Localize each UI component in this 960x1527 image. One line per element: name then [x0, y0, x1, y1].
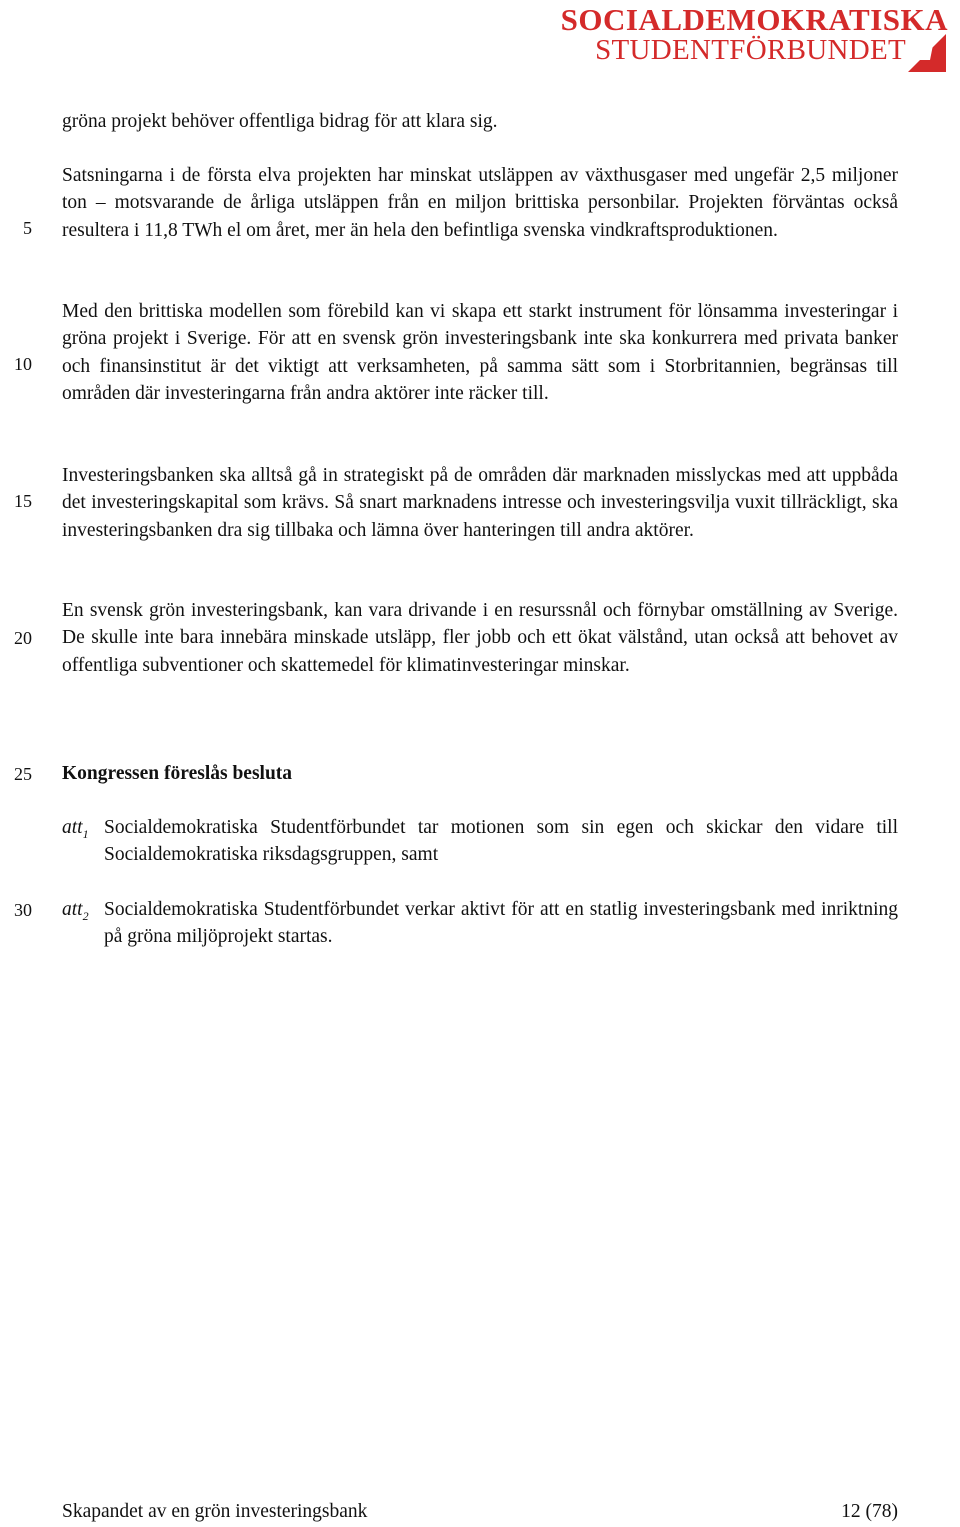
att-clause: Socialdemokratiska Studentförbundet tar motionen som sin egen och skickar den vidare till Socialdemokratiska riksdagsgruppen, samt [104, 817, 898, 866]
line-number: 5 [23, 218, 32, 238]
page-number: 12 (78) [841, 1501, 898, 1522]
paragraph: Med den brittiska modellen som förebild kan vi skapa ett starkt instrument för lönsamma investeringar i gröna projekt i Sverige. För att en svensk grön investeringsbank inte ska konkurrera med privata banker och finansinstitut är det viktigt att verksamheten, på samma sätt som i Storbritannien, begränsas till områden där investeringarna från andra aktörer inte räcker till. [62, 301, 898, 404]
paragraph: Satsningarna i de första elva projekten har minskat utsläppen av växthusgaser med ungefär 2,5 miljoner ton – motsvarande de årliga utsläppen från en miljon brittiska personbilar. Projekten förväntas också resultera i 11,8 TWh el om året, mer än hela den befintliga svenska vindkraftsproduktionen. [62, 165, 898, 241]
line-number: 25 [14, 764, 32, 784]
organization-logo [516, 2, 956, 76]
paragraph: gröna projekt behöver offentliga bidrag för att klara sig. [62, 111, 498, 132]
red-triangle-logo-icon [904, 30, 950, 76]
att-label: att$_2$ [62, 899, 89, 923]
line-number: 20 [14, 628, 32, 648]
att-label: att$_1$ [62, 817, 89, 841]
line-number: 10 [14, 354, 32, 374]
logo-text-line1: SOCIALDEMOKRATISKA [560, 2, 948, 37]
paragraph: En svensk grön investeringsbank, kan vara drivande i en resurssnål och förnybar omställning av Sverige. De skulle inte bara innebära minskade utsläpp, fler jobb och ett ökat välstånd, utan också att behovet av offentliga subventioner och skattemedel för klimatinvesteringar minskar. [62, 600, 898, 676]
line-number: 15 [14, 491, 32, 511]
att-clause: Socialdemokratiska Studentförbundet verkar aktivt för att en statlig investeringsbank med inriktning på gröna miljöprojekt startas. [104, 899, 898, 948]
line-number: 30 [14, 900, 32, 920]
paragraph: Investeringsbanken ska alltså gå in strategiskt på de områden där marknaden misslyckas med att uppbåda det investeringskapital som krävs. Så snart marknadens intresse och investeringsvilja vuxit tillräckligt, ska investeringsbanken dra sig tillbaka och lämna över hanteringen till andra aktörer. [62, 465, 898, 541]
logo-text-line2: STUDENTFÖRBUNDET [595, 34, 906, 66]
footer-title: Skapandet av en grön investeringsbank [62, 1501, 368, 1522]
resolution-heading: Kongressen föreslås besluta [62, 763, 293, 784]
